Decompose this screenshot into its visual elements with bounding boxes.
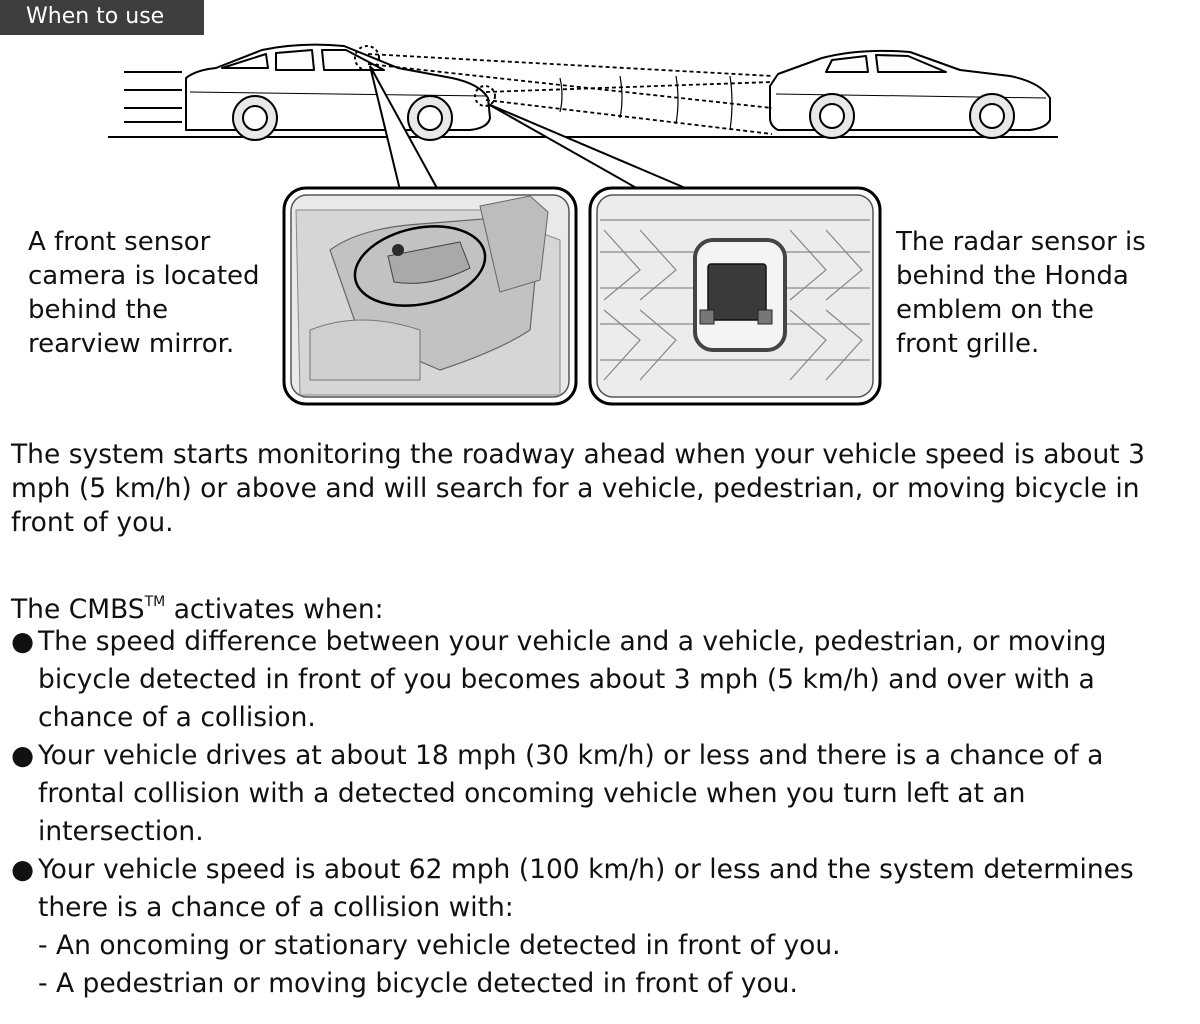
- activation-conditions-list: [11, 623, 1191, 1003]
- camera-caption: A front sensor camera is located behind the rearview mirror.: [28, 227, 260, 359]
- radar-sensor-unit: [708, 264, 766, 320]
- trademark-mark: TM: [144, 594, 166, 610]
- vehicle-ahead-icon: [770, 51, 1050, 138]
- activates-suffix: activates when:: [165, 594, 384, 625]
- list-item-text: Your vehicle drives at about 18 mph (30 km/h) or less and there is a chance of a frontal collision with a detected oncoming vehicle when you turn left at an intersection.: [38, 740, 1104, 847]
- radar-caption: The radar sensor is behind the Honda emblem on the front grille.: [896, 227, 1146, 359]
- speed-lines: [124, 72, 182, 122]
- list-item: [11, 737, 1191, 851]
- activates-prefix: The CMBS: [11, 594, 145, 625]
- section-tab: When to use: [0, 0, 204, 35]
- bullet-icon: ●: [11, 626, 35, 657]
- list-item-text: Your vehicle speed is about 62 mph (100 km/h) or less and the system determines there is a chance of a collision with:: [38, 854, 1134, 923]
- bullet-icon: ●: [11, 740, 35, 771]
- sub-list-item: - An oncoming or stationary vehicle detected in front of you.: [38, 930, 841, 961]
- bullet-icon: ●: [11, 854, 35, 885]
- list-item: [11, 851, 1191, 1003]
- list-item-text: The speed difference between your vehicle and a vehicle, pedestrian, or moving bicycle detected in front of you becomes about 3 mph (5 km/h) and over with a chance of a collision.: [38, 626, 1107, 733]
- activates-heading: [11, 585, 1191, 627]
- sub-list-item: - A pedestrian or moving bicycle detected in front of you.: [38, 968, 798, 999]
- own-vehicle-icon: [186, 45, 490, 140]
- radar-detail-panel: [590, 188, 880, 404]
- list-item: [11, 623, 1191, 737]
- intro-paragraph: The system starts monitoring the roadway ahead when your vehicle speed is about 3 mph (5 km/h) or above and will search for a vehicle, pedestrian, or moving bicycle in front of you.: [11, 439, 1145, 538]
- camera-detail-panel: [284, 188, 576, 404]
